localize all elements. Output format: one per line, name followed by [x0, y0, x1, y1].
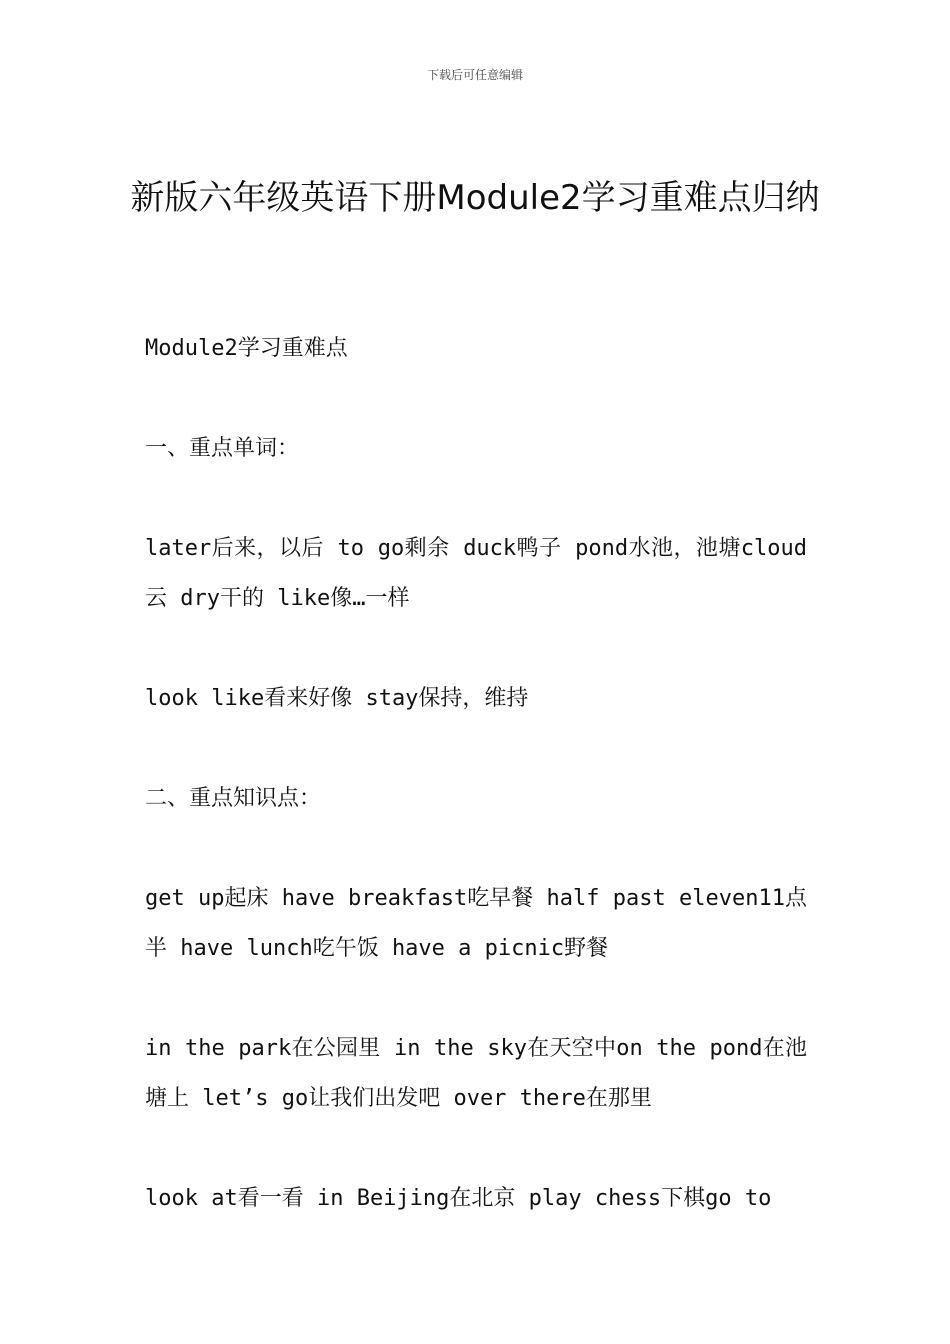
vocab-paragraph-1: later后来，以后 to go剩余 duck鸭子 pond水池，池塘cloud云 dry干的 like像…一样: [145, 536, 807, 611]
document-title: 新版六年级英语下册Module2学习重难点归纳: [130, 178, 820, 218]
document-subtitle: Module2学习重难点: [145, 336, 348, 361]
section-heading-key-words: 一、重点单词：: [145, 436, 300, 461]
phrase-paragraph-2: in the park在公园里 in the sky在天空中on the pond在池塘上 let’s go让我们出发吧 over there在那里: [145, 1036, 807, 1111]
phrase-paragraph-1: get up起床 have breakfast吃早餐 half past eleven11点半 have lunch吃午饭 have a picnic野餐: [145, 886, 807, 961]
document-body: [145, 324, 807, 1224]
phrase-paragraph-3: look at看一看 in Beijing在北京 play chess下棋go to: [145, 1186, 772, 1211]
header-note: 下载后可任意编辑: [426, 68, 523, 82]
vocab-paragraph-2: look like看来好像 stay保持，维持: [145, 686, 529, 711]
section-heading-key-points: 二、重点知识点：: [145, 786, 322, 811]
